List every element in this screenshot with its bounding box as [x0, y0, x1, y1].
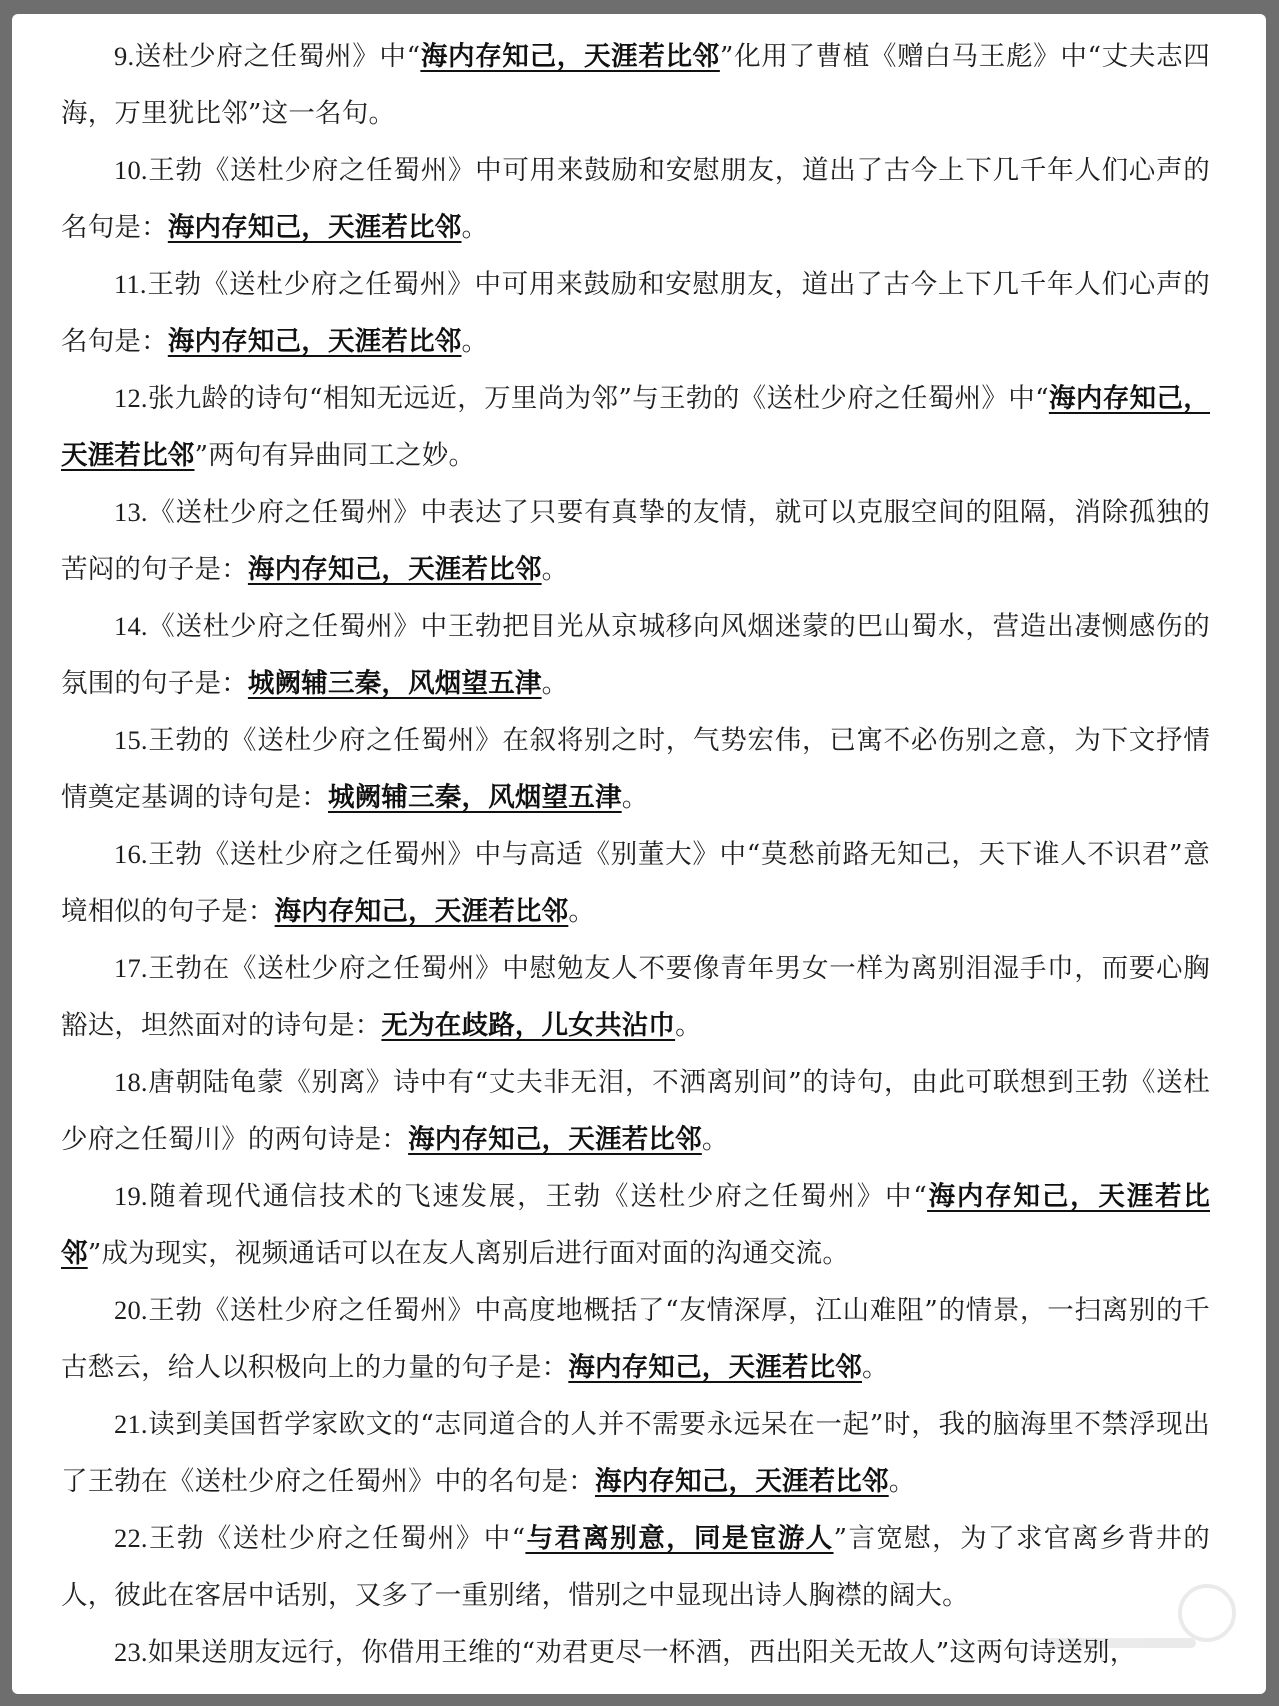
- question-text: 《送杜少府之任蜀州》中王勃把目光从京城移向风烟迷蒙的巴山蜀水，营造出凄恻感伤的氛围的句子是：: [61, 611, 1210, 699]
- question-text: 唐朝陆龟蒙《别离》诗中有“丈夫非无泪，不洒离别间”的诗句，由此可联想到王勃《送杜少府之任蜀川》的两句诗是：: [61, 1067, 1210, 1155]
- answer-text: 与君离别意，同是宦游人: [525, 1523, 834, 1554]
- question-number: 22.: [114, 1523, 148, 1553]
- answer-text: 海内存知己，天涯若比邻: [61, 383, 1210, 471]
- question-item: [61, 142, 1210, 256]
- question-text: 王勃《送杜少府之任蜀州》中与高适《别董大》中“莫愁前路无知己，天下谁人不识君”意境相似的句子是：: [61, 839, 1210, 927]
- question-item: [61, 28, 1210, 142]
- question-number: 10.: [114, 155, 148, 185]
- answer-text: 城阙辅三秦，风烟望五津: [247, 667, 542, 699]
- answer-text: 城阙辅三秦，风烟望五津: [328, 781, 622, 813]
- question-number: 17.: [114, 953, 148, 983]
- question-text: ”成为现实，视频通话可以在友人离别后进行面对面的沟通交流。: [87, 1237, 850, 1269]
- question-text: 。: [541, 667, 569, 699]
- question-text: ”化用了曹植《赠白马王彪》中“丈夫志四海，万里犹比邻”这一名句。: [61, 41, 1210, 129]
- question-text: 。: [862, 1351, 889, 1383]
- question-item: [61, 256, 1210, 370]
- question-text: 王勃《送杜少府之任蜀州》中“: [147, 1523, 526, 1554]
- question-text: 。: [675, 1009, 702, 1041]
- question-number: 16.: [114, 839, 148, 869]
- question-text: 张九龄的诗句“相知无远近，万里尚为邻”与王勃的《送杜少府之任蜀州》中“: [147, 383, 1049, 414]
- answer-text: 海内存知己，天涯若比邻: [420, 41, 720, 72]
- question-number: 9.: [114, 41, 135, 71]
- question-number: 23.: [114, 1637, 148, 1667]
- question-number: 12.: [114, 383, 148, 413]
- question-list: [61, 28, 1210, 1682]
- answer-text: 无为在歧路，儿女共沾巾: [381, 1009, 676, 1041]
- question-text: 王勃《送杜少府之任蜀州》中可用来鼓励和安慰朋友，道出了古今上下几千年人们心声的名句是：: [61, 155, 1210, 243]
- question-text: 随着现代通信技术的飞速发展，王勃《送杜少府之任蜀州》中“: [147, 1181, 928, 1212]
- question-item: [61, 1054, 1210, 1168]
- question-item: [61, 712, 1210, 826]
- question-number: 13.: [114, 497, 148, 527]
- question-text: ”两句有异曲同工之妙。: [194, 439, 476, 471]
- answer-text: 海内存知己，天涯若比邻: [167, 211, 462, 243]
- answer-text: 海内存知己，天涯若比邻: [595, 1465, 889, 1497]
- question-text: 读到美国哲学家欧文的“志同道合的人并不需要永远呆在一起”时，我的脑海里不禁浮现出了王勃在《送杜少府之任蜀州》中的名句是：: [61, 1409, 1210, 1497]
- question-text: 。: [621, 781, 649, 813]
- question-text: 如果送朋友远行，你借用王维的“劝君更尽一杯酒，西出阳关无故人”这两句诗送别，: [147, 1637, 1137, 1668]
- question-number: 21.: [114, 1409, 148, 1439]
- question-item: [61, 1168, 1210, 1282]
- question-text: 。: [888, 1465, 916, 1497]
- question-item: [61, 598, 1210, 712]
- question-item: [61, 940, 1210, 1054]
- question-text: ”言宽慰，为了求官离乡背井的人，彼此在客居中话别，又多了一重别绪，惜别之中显现出诗人胸襟的阔大。: [61, 1523, 1210, 1611]
- question-text: 王勃在《送杜少府之任蜀州》中慰勉友人不要像青年男女一样为离别泪湿手巾，而要心胸豁达，坦然面对的诗句是：: [61, 953, 1210, 1041]
- question-number: 14.: [114, 611, 148, 641]
- question-item: [61, 826, 1210, 940]
- question-item: [61, 1282, 1210, 1396]
- question-number: 19.: [114, 1181, 148, 1211]
- question-text: 。: [461, 211, 489, 243]
- question-text: 王勃的《送杜少府之任蜀州》在叙将别之时，气势宏伟，已寓不必伤别之意，为下文抒情情奠定基调的诗句是：: [61, 725, 1210, 813]
- question-item: [61, 370, 1210, 484]
- answer-text: 海内存知己，天涯若比邻: [61, 1181, 1210, 1269]
- question-text: 《送杜少府之任蜀州》中表达了只要有真挚的友情，就可以克服空间的阻隔，消除孤独的苦闷的句子是：: [61, 497, 1210, 585]
- question-number: 18.: [114, 1067, 148, 1097]
- answer-text: 海内存知己，天涯若比邻: [274, 895, 569, 927]
- document-page: [12, 14, 1266, 1694]
- question-text: 送杜少府之任蜀州》中“: [134, 41, 421, 72]
- question-text: 。: [461, 325, 489, 357]
- question-text: 王勃《送杜少府之任蜀州》中高度地概括了“友情深厚，江山难阻”的情景，一扫离别的千古愁云，给人以积极向上的力量的句子是：: [61, 1295, 1210, 1383]
- question-text: 。: [541, 553, 569, 585]
- answer-text: 海内存知己，天涯若比邻: [167, 325, 462, 357]
- question-text: 。: [568, 895, 596, 927]
- question-text: 王勃《送杜少府之任蜀州》中可用来鼓励和安慰朋友，道出了古今上下几千年人们心声的名句是：: [61, 269, 1210, 357]
- question-item: [61, 484, 1210, 598]
- question-number: 11.: [114, 269, 147, 299]
- question-text: 。: [701, 1123, 729, 1155]
- answer-text: 海内存知己，天涯若比邻: [408, 1123, 702, 1155]
- question-number: 15.: [114, 725, 148, 755]
- watermark-logo-icon: [1036, 1584, 1236, 1654]
- answer-text: 海内存知己，天涯若比邻: [247, 553, 542, 585]
- question-item: [61, 1396, 1210, 1510]
- question-number: 20.: [114, 1295, 148, 1325]
- answer-text: 海内存知己，天涯若比邻: [568, 1351, 863, 1383]
